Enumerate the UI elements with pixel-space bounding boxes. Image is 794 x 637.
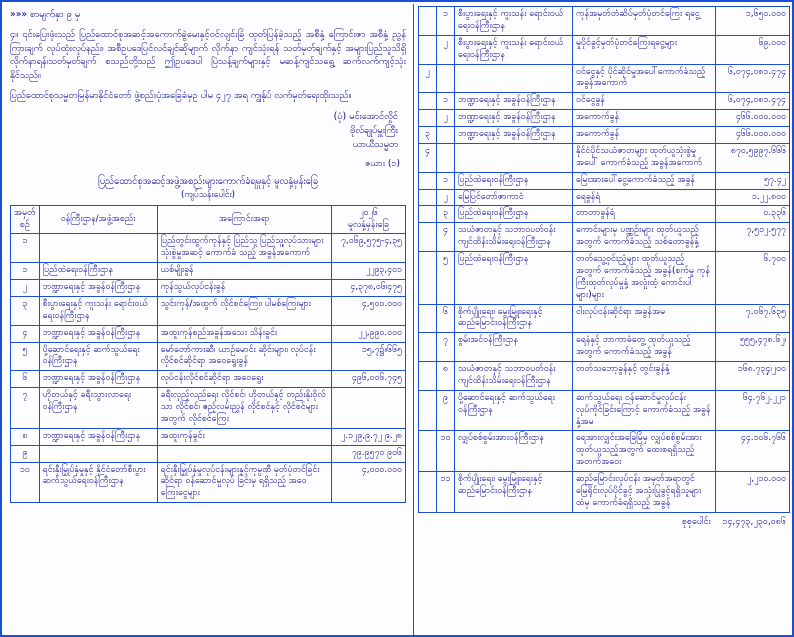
cell-no: ၃ [437, 206, 455, 223]
table-row [11, 428, 406, 445]
cell-amount: ၇,၀၆၉,၅၇၅-၄,၃၅ [332, 234, 406, 263]
cell-description: ရေနံနှင့် ဘာကာဓံတွေ့ ထုတ်ယူသည့် အတွက် ကောက်ခံသည့် အခွန် [573, 333, 716, 362]
cell-section [419, 206, 437, 223]
cell-no [437, 143, 455, 172]
table-subtitle: (ကျပ်သန်းပေါင်း) [180, 189, 236, 200]
cell-amount: ၄၉၆,၀၀၆.၇၄၅ [332, 371, 406, 388]
cell-no: ၉ [437, 390, 455, 431]
cell-ministry: လျှပ်စစ်စွမ်းအားဝန်ကြီးဌာန [455, 431, 573, 472]
cell-amount: ၄၆၆.၀၀၀.၀၀၀ [716, 127, 790, 144]
cell-ministry: ဟိုတယ်နှင့် ခရီးသွားလာရေး ဝန်ကြီးဌာန [39, 388, 157, 429]
cell-amount: ၁၆၈.၇၃၄ှ၊၂၀၀ [716, 362, 790, 391]
header-no: အမှတ်စဉ် [11, 205, 40, 234]
cell-description: မြေးအားပေါ်ငွေ့ကောက်ခံသည့် အခွန် [573, 172, 716, 189]
header-amount: ၂၀၂၆ မူလနှံ့မှန်းခြေ [332, 205, 406, 234]
cell-no: ၉ [11, 445, 40, 462]
paragraph-4: ၄။ ၎င်းပြေးဖုံးသည် ပြည်ထောင်စုအဆင့်အကောက်ခွဲမေးနှင့်ဝင်လျင်းခြံ ထုတ်ပြန်ခဲ့သည့် အစီနှံ့ ကြောင်းဇာ အစီနှံ့ ညွန်ကြားချက် လုပ်ထုံးလုပ်နည်း၊ အစီဥပဒေပြင်လင်ချင်ဆိုမျာက် လိုက်နာ ကျင်သုံးရန် သတ်မှတ်ချက်နှင့် အများပြည်သူသိရှိလိုက်နာရန်၊သတ်မှတ်ချက် စသည်တို့သည် ဤဥပဒေပါ ပြဲသန့်ချက်များနှင့် မဆန့်ကျင်သရွေ့ ဆက်လက်ကျင့်သုံးနိုင်သည်။ [10, 29, 406, 81]
cell-no: ၅ [437, 252, 455, 305]
cell-ministry: စီးပွားရေးနှင့် ကူးသန်း ရောင်းဝယ်ရေးဝန်ကြီးဌာန [455, 35, 573, 64]
grand-total-value: ၁၄,၄၇၃,၂၃၀,၀၈၆ [722, 516, 786, 527]
cell-no: ၁ [437, 7, 455, 36]
cell-description: သွင်းကုန်/အထွက် လိုင်စင်ကြေး၊ ပါမစ်ကြေးများ [157, 296, 331, 325]
cell-no: ၁ [11, 263, 40, 280]
cell-ministry: ပြည်ထဲရေးဝန်ကြီးဌာန [455, 206, 573, 223]
cell-no: ၈ [11, 428, 40, 445]
table-row [11, 263, 406, 280]
cell-no: ၆ [437, 304, 455, 333]
cell-description: အကောက်ခွန် [573, 110, 716, 127]
table-row [11, 280, 406, 297]
cell-ministry [455, 143, 573, 172]
cell-amount: ၀.၃၃၆ [716, 206, 790, 223]
table-row [11, 371, 406, 388]
cell-amount: ၇,၅၁၂.၅၇၇ [716, 223, 790, 252]
cell-amount: ၅၇.၄၂ [716, 172, 790, 189]
table-row [11, 462, 406, 503]
cell-ministry [455, 64, 573, 93]
cell-amount: ၄,၅၀၀.၀၀၀ [332, 296, 406, 325]
cell-section [419, 390, 437, 431]
table-row [419, 35, 790, 64]
cell-description: တတ်သွေ့ဝှင်းညံ့များ ထုတ်ယူသည့် အတွက် ကောက်ခံသည့် အခွန်(စက်မှု ကုန်ကြီးထုတ်လုပ်မှုနှံ့ အလှုံးထံ့ ကောင်းပါများ)များ [573, 252, 716, 305]
signature-block [10, 110, 398, 152]
cell-ministry: ဘဏ္ဍာရေးနှင့် အခွန်ဝန်ကြီးဌာန [39, 371, 157, 388]
table-body-right [419, 7, 790, 513]
cell-description: အထူးကုန်စည်အခွန်အသေး သိန်းခွင်း [157, 325, 331, 342]
table-row [419, 431, 790, 472]
cell-no: ၁၁ [437, 472, 455, 513]
cell-amount: ၂၂,၉၉၀.၀၀၀ [332, 325, 406, 342]
cell-section [419, 35, 437, 64]
cell-description: ယစ်မျိုးခွန် [157, 263, 331, 280]
signature-title: ယာယီသမ္မတ [352, 138, 398, 150]
table-row [419, 390, 790, 431]
cell-amount: ၄၄.၁၀၆.၇၆၆ [716, 431, 790, 472]
cell-section: ၃ [419, 127, 437, 144]
table-row [419, 172, 790, 189]
revenue-table-left [10, 205, 406, 504]
cell-ministry: ဘဏ္ဍာရေးနှင့် အခွန်ဝန်ကြီးဌာန [455, 127, 573, 144]
cell-ministry: မြေပြင်တော်ဇာကာငံ [455, 189, 573, 206]
cell-description: မော်တော်ကားဆီ၊ ယာဉ်မောင်း ဆိုင်းများ၊ လုပ်ငန်းလိုင်စင်ဆိုင်ရာ အဝေရွေးခွန် [157, 342, 331, 371]
cell-description: အကောက်ခွန် [573, 127, 716, 144]
cell-amount: ၄,၃၇၈,၀၆၊၄၇၅ [332, 280, 406, 297]
cell-ministry: ပို့ဆောင်ရေးနှင့် ဆက်သွယ်ရေး ဝန်ကြီးဌာန [455, 390, 573, 431]
paragraph-constitution: ပြည်ထောင်စုသမ္မတမြန်မာနိုင်ငံတော် ဖွဲ့စည်းပုံအခြေခံမှဥ ပါမ ၄၂၇ အရ ကျွန်ုပ် လက်မှတ်ရေးထိုးသည်။ [10, 90, 352, 102]
left-column [4, 4, 412, 635]
cell-no: ၆ [11, 371, 40, 388]
cell-ministry: ရင်းနှီးမြှုပ်နှံမှုနှင့် နိုင်ငံတော်စီးပွား ဆက်သွယ်ရေးဝန်ကြီးဌာန [39, 462, 157, 503]
cell-amount: ၆,၀၇၄,၀၈၁.၄၇၄ [716, 93, 790, 110]
cell-amount: ၆၄.၇၆၂.၂၂၁ [716, 390, 790, 431]
cell-no: ၂ [11, 280, 40, 297]
right-column [416, 4, 794, 635]
cell-description: လုပ်ငန်းလိုင်စင်ဆိုင်ရာ အဝေရွေး [157, 371, 331, 388]
table-row [419, 127, 790, 144]
column-divider [413, 4, 414, 635]
cell-section [419, 333, 437, 362]
cell-section: ၄ [419, 143, 437, 172]
cell-ministry: သယံဇာတနှင့် သဘာဝပတ်ဝန်း ကျင်ထိန်းသိမ်းရေးဝန်ကြီးဌာန [455, 362, 573, 391]
table-row [419, 333, 790, 362]
cell-no: ၃ [11, 296, 40, 325]
table-row [419, 143, 790, 172]
cell-section [419, 172, 437, 189]
cell-description: ကောင်းများမှ ပဏ္ဏဉ်းများ ထုတ်ယူသည့် အတွက် ကောက်ခံသည့် သစ်တောခွန်နှံ့ [573, 223, 716, 252]
cell-amount: ၄,၀၀၀.၀၀၀ [332, 462, 406, 503]
cell-description: ခရီးလှည့်လည်ရေး လိုင်စင်၊ ဟိုတယ်နှင့် တည်းနိုးဝိုလ်သာ လိုင်စင်၊ ဧည့်လမ်းညွှန် လိုင်စင်နှင့် လိုင်စင်များအတွက် လိုင်စင်ကြေး [157, 388, 331, 429]
table-row [11, 388, 406, 429]
signature-rank: ဗိုလ်ချုပ်မှူးကြီး [349, 124, 398, 136]
cell-description: ရေအားလျှင်းအခြေမြံမှ လျှပ်စစ်စွမ်းအား ထုတ်ယူသည့်အတွက် ထေးစရရှိသည့် အတက်အဝေး [573, 431, 716, 472]
cell-description: ရေခွန်ရံ [573, 189, 716, 206]
cell-ministry [39, 445, 157, 462]
continuation-note: »»» စာမျက်နှာ ၉ မှ [10, 9, 81, 20]
table-label: ဇယား (၁) [364, 158, 400, 169]
cell-no: ၇ [11, 388, 40, 429]
cell-section [419, 223, 437, 252]
cell-description: အထူးကုန်ခွင်း [157, 428, 331, 445]
table-row [11, 342, 406, 371]
grand-total-label: စုစုပေါင်း [681, 516, 711, 527]
signature-name: (ပုံ) မင်းအောင်လှိုင် [333, 110, 398, 122]
cell-ministry: ပြည်ထဲရေးဝန်ကြီးဌာန [455, 172, 573, 189]
cell-no: ၁ [11, 234, 40, 263]
cell-description: ဆည်မြောင်းလုပ်ငန်း အမှတ်အရာတွင် မြေရိုင်းလုပ်ပိုင်ခွင့် အသုံးပြုခွင့်ရရှိသူများထံမှ ကောက်ခံရရှိသည့် အခွန် [573, 472, 716, 513]
cell-amount: ၁၅,၇၌၊၊၆၆၅ [332, 342, 406, 371]
table-row [419, 304, 790, 333]
cell-description: မှုပိုင်ခွင့်မှတ်ပုံတင်ကြေးရငွေ့များ [573, 35, 716, 64]
table-row [419, 64, 790, 93]
table-row [419, 223, 790, 252]
cell-no: ၁ [437, 172, 455, 189]
cell-amount: ၆.၇၀၀ [716, 252, 790, 305]
cell-amount: ၇၉.၉၅၇၀ ၉၀၆ [332, 445, 406, 462]
cell-no: ၂ [437, 35, 455, 64]
table-body-left [11, 234, 406, 503]
cell-amount: ၁,၆၅၀.၀၀၀ [716, 7, 790, 36]
cell-section [419, 304, 437, 333]
cell-section [419, 472, 437, 513]
cell-ministry: ဘဏ္ဍာရေးနှင့် အခွန်ဝန်ကြီးဌာန [455, 110, 573, 127]
cell-ministry [39, 234, 157, 263]
cell-section: ၂ [419, 64, 437, 93]
cell-no: ၇ [437, 333, 455, 362]
cell-ministry: ဘဏ္ဍာရေးနှင့် အခွန်ဝန်ကြီးဌာန [39, 280, 157, 297]
cell-ministry: စီးပွားရေးနှင့် ကူးသန်း ရောင်းဝယ်ရေးဝန်ကြီးဌာန [39, 296, 157, 325]
table-title: ပြည်ထောင်စုအဆင့်အဖွဲ့အစည်းများကောက်ခံရမှုနှင့် မူလနှံ့မှန်းခြေ [98, 175, 318, 187]
table-row [419, 472, 790, 513]
cell-ministry: ပြည်ထဲရေးဝန်ကြီးဌာန [455, 252, 573, 305]
cell-description: ဆက်သွယ်ရေး ဝန်ဆောင်မှုလုပ်ငန်း လုပ်ကိုင်ခြင်းကြောင့် ကောက်ခံသည့် အခွန်နှံ့အမ [573, 390, 716, 431]
cell-section [419, 189, 437, 206]
cell-ministry: စိုက်ပျိုးရေး၊ မွေးမြူးရေးနှင့် ဆည်မြောင်းဝန်ကြီးဌာန [455, 304, 573, 333]
cell-amount: ၆,၀၇၄,၀၈၁.၄၇၄ [716, 64, 790, 93]
cell-ministry: စွမ်းအင်ဝန်ကြီးဌာန [455, 333, 573, 362]
cell-description: တာတာခွန်ရံ [573, 206, 716, 223]
cell-no: ၅ [11, 342, 40, 371]
cell-description: ကုန်အမှတ်တံဆိပ်မှတ်ပုံတင်ကြေး ရငွေ့ [573, 7, 716, 36]
table-row [419, 252, 790, 305]
cell-amount: ၂.၁၂၉,၉.၇၂ ၉.၂၈ [332, 428, 406, 445]
cell-ministry: ဘဏ္ဍာရေးနှင့် အခွန်ဝန်ကြီးဌာန [39, 428, 157, 445]
cell-section [419, 252, 437, 305]
header-ministry: ဝန်ကြီးဌာန/အဖွဲ့အစည်း [39, 205, 157, 234]
cell-no: ၄ [11, 325, 40, 342]
table-row [11, 296, 406, 325]
cell-ministry: ဘဏ္ဍာရေးနှင့် အခွန်ဝန်ကြီးဌာန [39, 325, 157, 342]
cell-no [437, 64, 455, 93]
cell-no: ၁၀ [11, 462, 40, 503]
cell-no: ၁ [437, 93, 455, 110]
cell-amount [332, 388, 406, 429]
grand-total-row [418, 513, 790, 529]
table-row [419, 189, 790, 206]
cell-amount: ၂,၂၁၀.၀၀၀ [716, 472, 790, 513]
cell-ministry: ဘဏ္ဍာရေးနှင့် အခွန်ဝန်ကြီးဌာန [455, 93, 573, 110]
cell-ministry: သယံဇာတနှင့် သဘာဝပတ်ဝန်း ကျင်ထိန်းသိမ်းရေးဝန်ကြီးဌာန [455, 223, 573, 252]
cell-description: ကုန်သွယ်လုပ်ငန်းခွန် [157, 280, 331, 297]
cell-amount: ၈၇၀,၅၉၉၇.၆၆၆ [716, 143, 790, 172]
table-row [11, 325, 406, 342]
table-row [419, 93, 790, 110]
table-row [419, 7, 790, 36]
cell-section [419, 362, 437, 391]
cell-no: ၂ [437, 110, 455, 127]
cell-amount: ၅၅၅,၄၇၈.၆၂၊ [716, 333, 790, 362]
cell-description: နိုင်ငံပိုင်သယံဇာတများ ထုတ်ယူသုံးစွဲမှု အပေါ် ကောက်ခံသည့် အခွန်အကောက် [573, 143, 716, 172]
cell-section [419, 93, 437, 110]
table-row [11, 445, 406, 462]
cell-ministry: ပို့ဆောင်ရေးနှင့် ဆက်သွယ်ရေး ဝန်ကြီးဌာန [39, 342, 157, 371]
cell-no [437, 127, 455, 144]
cell-amount: ၂၂၉၃,၄၀၁ [332, 263, 406, 280]
cell-no: ၈ [437, 362, 455, 391]
cell-no: ၄ [437, 223, 455, 252]
table-row [419, 110, 790, 127]
table-row [11, 234, 406, 263]
cell-ministry: ပြည်ထဲရေးဝန်ကြီးဌာန [39, 263, 157, 280]
cell-description [157, 445, 331, 462]
cell-description: ရင်းနှီးမြှုပ်နှံမှုလုပ်ငန်းများနှင့်ကုမ္ပဏီ မှတ်ပုံတင်ခြင်းဆိုင်ရာ ဝန်ဆောင်မှုလုပ် ခြင်းမှ ရရှိသည့် အဝေကြေးငွေများ [157, 462, 331, 503]
cell-description: ဝင်ငွေခွန် [573, 93, 716, 110]
cell-ministry: စိုက်ပျိုးရေး၊ မွေးမြူးရေးနှင့် ဆည်မြောင်းဝန်ကြီးဌာန [455, 472, 573, 513]
cell-no: ၂ [437, 189, 455, 206]
header-description: အကြောင်းအရာ [157, 205, 331, 234]
revenue-table-right [418, 6, 790, 513]
table-header-row [11, 205, 406, 234]
cell-description: တတ်သဘော့ခွန်နှင့် တွင်းခွန်နှံ့ [573, 362, 716, 391]
table-row [419, 362, 790, 391]
cell-amount: ၇.၀၆၇.၆၃၅ [716, 304, 790, 333]
cell-section [419, 431, 437, 472]
table-row [419, 206, 790, 223]
cell-no: ၁၀ [437, 431, 455, 472]
cell-description: ပြည်တွင်းထွက်ကုန်နှင့် ပြည်သူ ပြည်သူ့လုပ်သားများ သုံးစွဲမှုအဆင့် ကောက်ခံ သည့် အခွန်အကောက် [157, 234, 331, 263]
cell-description: ဝင်ငွေနှင့် ပိုင်ဆိုင်မှုအပေါ်ကောက်ခံသည့် အခွန်အကောက် [573, 64, 716, 93]
cell-description: ငါးလုပ်ငန်းဆိုင်ရာ အခွန်အမ [573, 304, 716, 333]
cell-ministry: စီးပွားရေးနှင့် ကူးသန်း ရောင်းဝယ်ရေးဝန်ကြီးဌာန [455, 7, 573, 36]
cell-section [419, 7, 437, 36]
cell-section [419, 110, 437, 127]
cell-amount: ၄၆၆.၀၀၀.၀၀၀ [716, 110, 790, 127]
cell-amount: ၁.၂၂.၈၀၀ [716, 189, 790, 206]
cell-amount: ၆၉.၀၀၀ [716, 35, 790, 64]
